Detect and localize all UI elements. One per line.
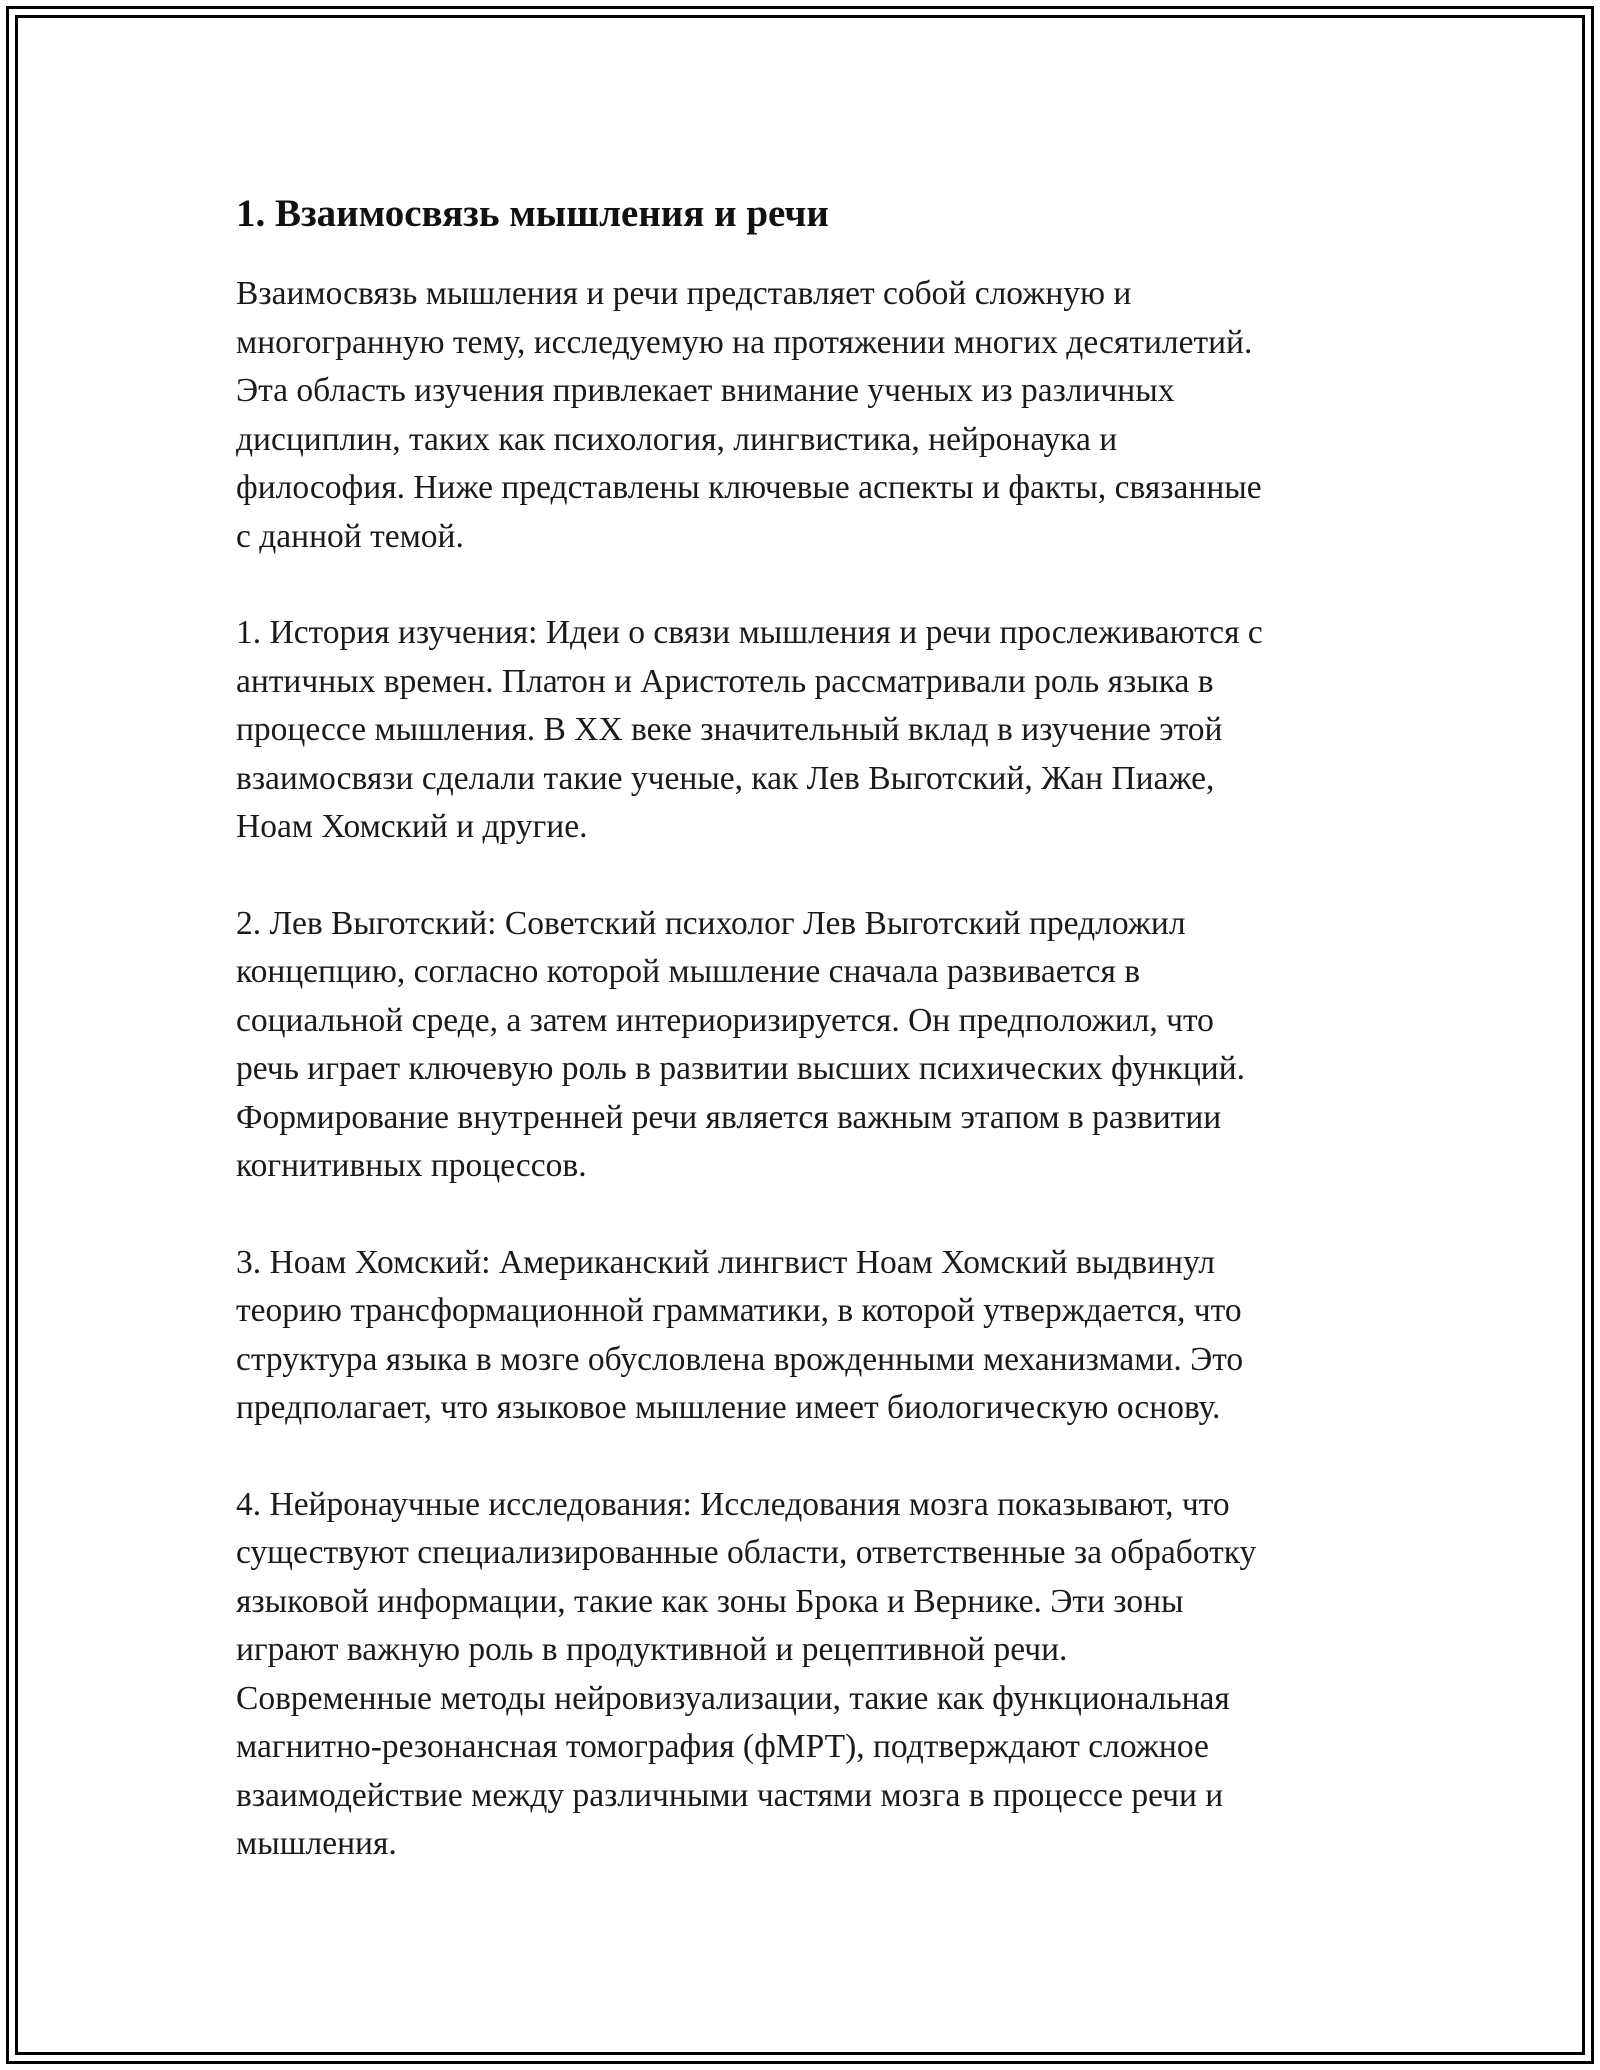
chomsky-paragraph: 3. Ноам Хомский: Американский лингвист Ноам Хомский выдвинул теорию трансформационной грамматики, в которой утверждается, что структура языка в мозге обусловлена врожденными механизмами. Это предполагает, что языковое мышление имеет биологическую основу. [236, 1243, 1244, 1426]
vygotsky-paragraph: 2. Лев Выготский: Советский психолог Лев Выготский предложил концепцию, согласно которой мышление сначала развивается в социальной среде, а затем интериоризируется. Он предположил, что речь играет ключевую роль в развитии высших психических функций. Формирование внутренней речи является важным этапом в развитии когнитивных процессов. [236, 904, 1246, 1184]
document-body [236, 188, 1376, 1917]
intro-paragraph: Взаимосвязь мышления и речи представляет собой сложную и многогранную тему, исследуемую на протяжении многих десятилетий. Эта область изучения привлекает внимание ученых из различных дисциплин, таких как психология, лингвистика, нейронаука и философия. Ниже представлены ключевые аспекты и факты, связанные с данной темой. [236, 275, 1262, 555]
document-title: 1. Взаимосвязь мышления и речи [236, 192, 829, 235]
history-paragraph: 1. История изучения: Идеи о связи мышления и речи прослеживаются с античных времен. Платон и Аристотель рассматривали роль языка в процессе мышления. В XX веке значительный вклад в изучение этой взаимосвязи сделали такие ученые, как Лев Выготский, Жан Пиаже, Ноам Хомский и другие. [236, 614, 1263, 845]
neuroscience-paragraph: 4. Нейронаучные исследования: Исследования мозга показывают, что существуют специализированные области, ответственные за обработку языковой информации, такие как зоны Брока и Вернике. Эти зоны играют важную роль в продуктивной и рецептивной речи. Современные методы нейровизуализации, такие как функциональная магнитно-резонансная томография (фМРТ), подтверждают сложное взаимодействие между различными частями мозга в процессе речи и мышления. [236, 1485, 1257, 1862]
